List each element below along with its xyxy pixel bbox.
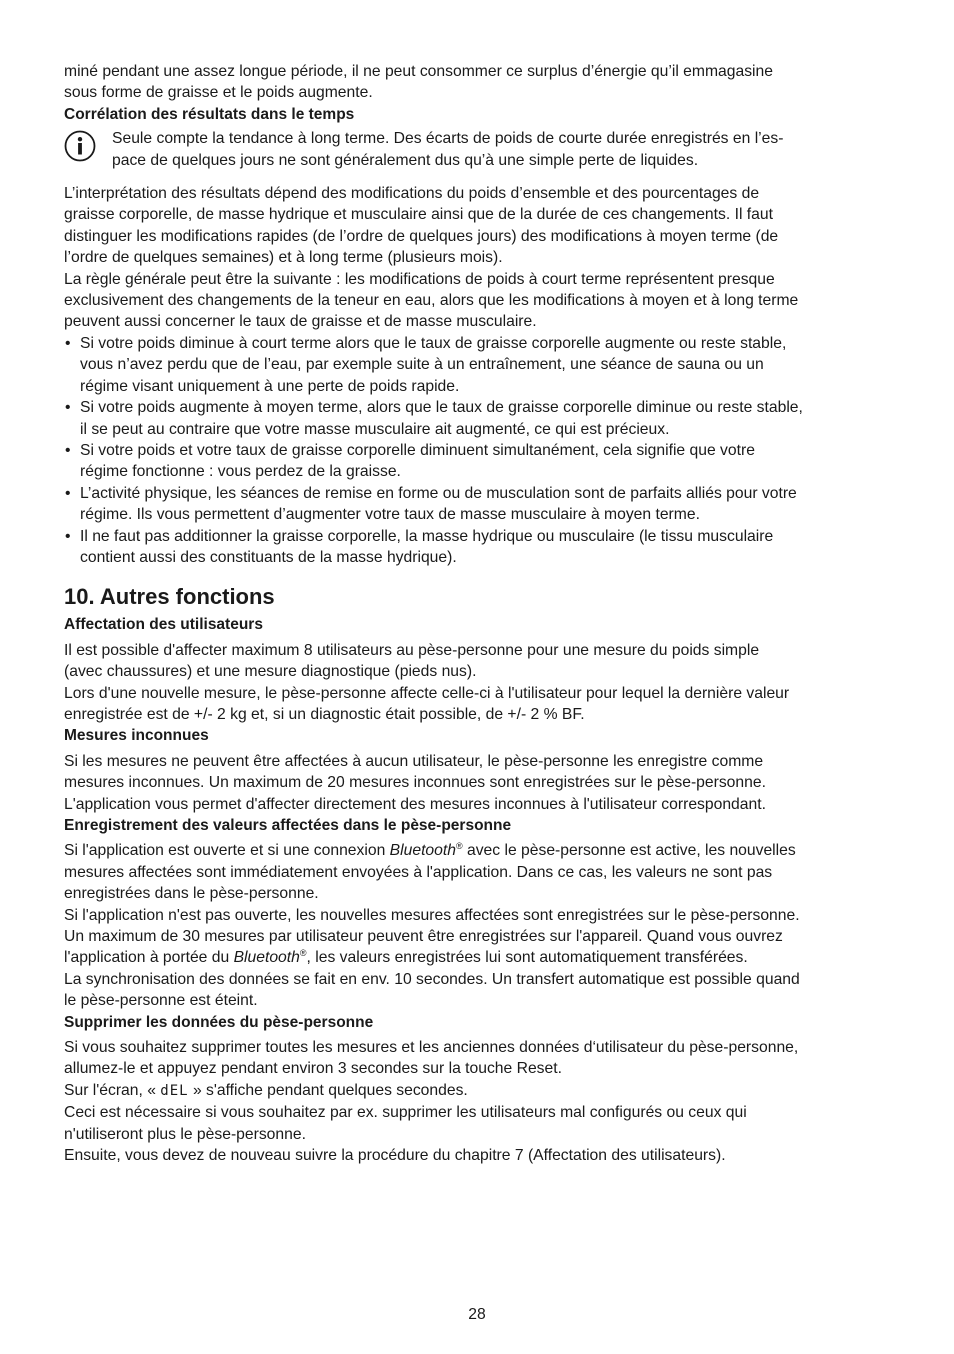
paragraph-line: Ceci est nécessaire si vous souhaitez par ex. supprimer les utilisateurs mal configurés ou ceux qui (64, 1104, 747, 1122)
paragraph-line: mesures affectées sont immédiatement envoyées à l'application. Dans ce cas, les valeurs ne sont pas (64, 863, 773, 881)
paragraph-line: La règle générale peut être la suivante : les modifications de poids à court terme représentent presque (64, 270, 775, 288)
bullet-list (64, 333, 894, 568)
note-text (112, 128, 894, 171)
note-line: pace de quelques jours ne sont généralement dus qu’à une simple perte de liquides. (112, 151, 699, 169)
bullet-icon: • (65, 527, 71, 545)
paragraph-line: (avec chaussures) et une mesure diagnostique (pieds nus). (64, 663, 477, 681)
registered-mark: ® (299, 948, 307, 959)
intro-paragraph (64, 61, 894, 104)
list-line: Il ne faut pas additionner la graisse corporelle, la masse hydrique ou musculaire (le tissu musculaire (80, 527, 774, 545)
paragraph-line: Si vous souhaitez supprimer toutes les mesures et les anciennes données d‘utilisateur du pèse-personne, (64, 1039, 799, 1057)
paragraph-line: La synchronisation des données se fait en env. 10 secondes. Un transfert automatique est possible quand (64, 970, 800, 988)
paragraph-line: enregistrées dans le pèse-personne. (64, 885, 319, 903)
page-number: 28 (468, 1306, 486, 1323)
list-line: Si votre poids diminue à court terme alors que le taux de graisse corporelle augmente ou reste stable, (80, 334, 787, 352)
paragraph-line: Un maximum de 30 mesures par utilisateur peuvent être enregistrées sur l'appareil. Quand vous ouvrez (64, 928, 783, 946)
list-item (64, 333, 894, 397)
bullet-icon: • (65, 399, 71, 417)
enregistrement-paragraph (64, 840, 894, 1011)
list-line: contient aussi des constituants de la masse hydrique). (80, 548, 457, 566)
list-line: Si votre poids et votre taux de graisse corporelle diminuent simultanément, cela signifie que votre (80, 441, 755, 459)
list-item (64, 397, 894, 440)
list-item (64, 526, 894, 569)
intro-line: miné pendant une assez longue période, il ne peut consommer ce surplus d’énergie qu’il emmagasine (64, 63, 773, 80)
paragraph-line: peuvent aussi concerner le taux de graisse et de masse musculaire. (64, 313, 537, 331)
paragraph-line: , les valeurs enregistrées lui sont automatiquement transférées. (306, 949, 748, 967)
paragraph-line: allumez-le et appuyez pendant environ 3 secondes sur la touche Reset. (64, 1060, 562, 1078)
list-line: régime fonctionne : vous perdez de la graisse. (80, 463, 401, 481)
info-icon (64, 130, 96, 162)
paragraph-line: exclusivement des changements de la teneur en eau, alors que les modifications à moyen et à long terme (64, 292, 799, 310)
supprimer-paragraph (64, 1037, 894, 1166)
list-line: régime. Ils vous permettent d’augmenter votre taux de masse musculaire à moyen terme. (80, 506, 700, 524)
bullet-icon: • (65, 441, 71, 459)
note-line: Seule compte la tendance à long terme. Des écarts de poids de courte durée enregistrés en l’es- (112, 130, 784, 148)
paragraph-line: » s'affiche pendant quelques secondes. (188, 1081, 468, 1099)
paragraph-line: l'application à portée du (64, 949, 234, 967)
bluetooth-term: Bluetooth (233, 949, 300, 967)
paragraph-line: Si les mesures ne peuvent être affectées à aucun utilisateur, le pèse-personne les enregistre comme (64, 752, 764, 770)
list-item (64, 483, 894, 526)
paragraph-line: mesures inconnues. Un maximum de 20 mesures inconnues sont enregistrées sur le pèse-personne. (64, 774, 766, 792)
bullet-icon: • (65, 484, 71, 502)
bluetooth-term: Bluetooth (389, 842, 456, 860)
rule-paragraph (64, 269, 894, 333)
list-line: il se peut au contraire que votre masse musculaire ait augmenté, ce qui est précieux. (80, 420, 670, 438)
section-title: 10. Autres fonctions (64, 584, 275, 610)
page-content (64, 61, 894, 1167)
enregistrement-heading: Enregistrement des valeurs affectées dans le pèse-personne (64, 817, 512, 834)
intro-line: sous forme de graisse et le poids augmente. (64, 84, 373, 102)
inconnues-heading: Mesures inconnues (64, 727, 209, 745)
paragraph-line: Ensuite, vous devez de nouveau suivre la procédure du chapitre 7 (Affectation des utilisateurs). (64, 1147, 726, 1165)
paragraph-line: l’ordre de quelques semaines) et à long terme (plusieurs mois). (64, 249, 503, 267)
paragraph-line: n'utiliseront plus le pèse-personne. (64, 1125, 306, 1143)
supprimer-heading: Supprimer les données du pèse-personne (64, 1013, 374, 1031)
paragraph-line: graisse corporelle, de masse hydrique et musculaire ainsi que de la durée de ces changements. Il faut (64, 206, 773, 224)
interpretation-paragraph (64, 183, 894, 269)
paragraph-line: le pèse-personne est éteint. (64, 992, 258, 1010)
list-line: L’activité physique, les séances de remise en forme ou de musculation sont de parfaits alliés pour votre (80, 484, 797, 502)
paragraph-line: L’interprétation des résultats dépend des modifications du poids d’ensemble et des pourcentages de (64, 185, 760, 203)
bullet-icon: • (65, 334, 71, 352)
paragraph-line: L'application vous permet d'affecter directement des mesures inconnues à l'utilisateur correspondant. (64, 795, 766, 813)
list-line: vous n’avez perdu que de l’eau, par exemple suite à un entraînement, une séance de sauna ou un (80, 356, 764, 374)
affectation-heading: Affectation des utilisateurs (64, 616, 263, 634)
info-note (64, 128, 894, 171)
registered-mark: ® (455, 841, 463, 852)
affectation-paragraph (64, 640, 894, 726)
list-line: régime visant uniquement à une perte de poids rapide. (80, 377, 460, 395)
paragraph-line: Si l'application n'est pas ouverte, les nouvelles mesures affectées sont enregistrées sur le pèse-personne. (64, 906, 800, 924)
inconnues-paragraph (64, 751, 894, 815)
paragraph-line: avec le pèse-personne est active, les nouvelles (462, 842, 796, 860)
list-line: Si votre poids augmente à moyen terme, alors que le taux de graisse corporelle diminue ou reste stable, (80, 399, 803, 417)
paragraph-line: distinguer les modifications rapides (de l’ordre de quelques jours) des modifications à moyen terme (de (64, 227, 779, 245)
paragraph-line: Il est possible d'affecter maximum 8 utilisateurs au pèse-personne pour une mesure du poids simple (64, 641, 760, 659)
paragraph-line: Si l'application est ouverte et si une connexion (64, 842, 390, 860)
paragraph-line: enregistrée est de +/- 2 kg et, si un diagnostic était possible, de +/- 2 % BF. (64, 705, 585, 723)
paragraph-line: Lors d'une nouvelle mesure, le pèse-personne affecte celle-ci à l'utilisateur pour lequel la dernière valeur (64, 684, 790, 702)
correlation-heading: Corrélation des résultats dans le temps (64, 105, 355, 123)
display-del-text: dEL (160, 1082, 189, 1099)
list-item (64, 440, 894, 483)
paragraph-line: Sur l'écran, « (64, 1081, 161, 1099)
